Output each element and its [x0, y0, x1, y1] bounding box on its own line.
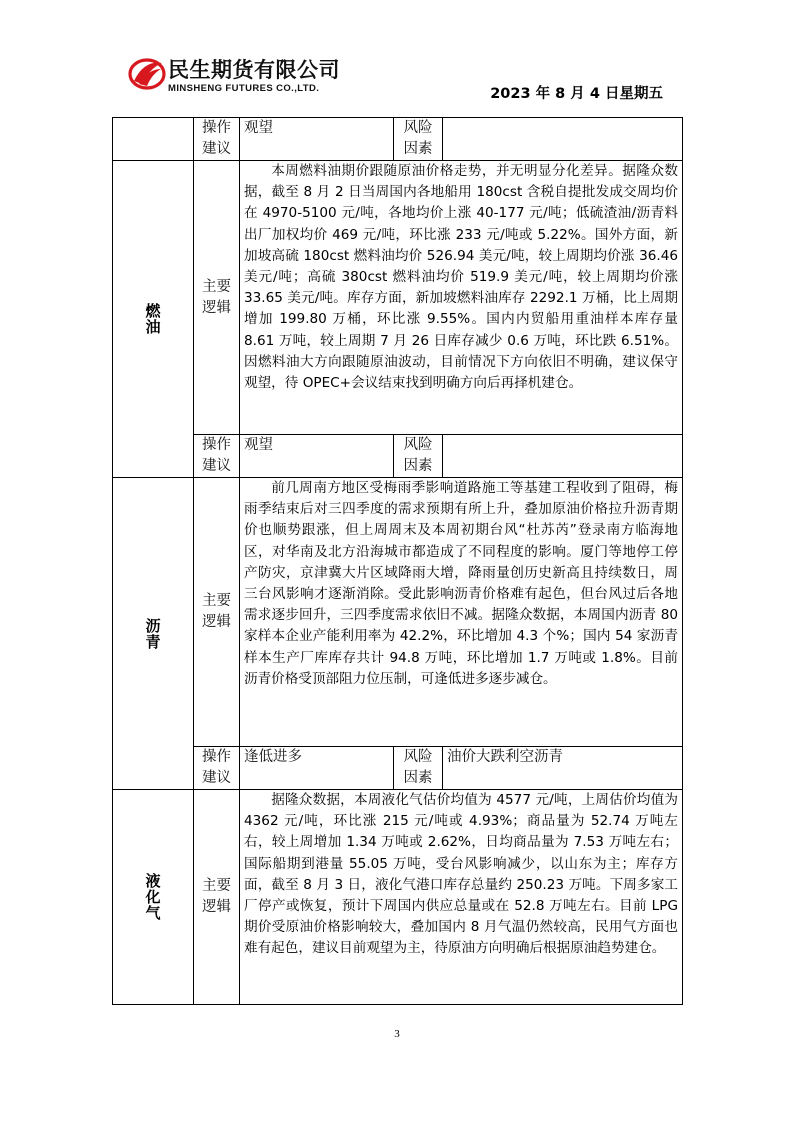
fuel-oil-risk-value	[443, 435, 683, 478]
operation-label: 操作建议	[194, 435, 240, 478]
lpg-logic: 据隆众数据，本周液化气估价均值为 4577 元/吨，上周估价均值为 4362 元/吨，环比涨 215 元/吨或 4.93%；商品量为 52.74 万吨左右，较上周增加 1.34 万吨或 2.62%，日均商品量为 7.53 万吨左右；国际船期到港量 55.05 万吨，受台风影响减少，以山东为主；库存方面，截至 8 月 3 日，液化气港口库存总量约 250.23 万吨。下周多家工厂停产或恢复，预计下周国内供应总量或在 52.8 万吨左右。目前 LPG 期价受原油价格影响较大，叠加国内 8 月气温仍然较高，民用气方面也难有起色，建议目前观望为主，待原油方向明确后根据原油趋势建仓。	[240, 790, 683, 1005]
category-cell-empty	[113, 118, 194, 161]
fuel-oil-logic: 本周燃料油期价跟随原油价格走势，并无明显分化差异。据隆众数据，截至 8 月 2 日当周国内各地船用 180cst 含税自提批发成交周均价在 4970-5100 元/吨，各地均价上涨 40-177 元/吨；低硫渣油/沥青料出厂加权均价 469 元/吨，环比涨 233 元/吨或 5.22%。国外方面，新加坡高硫 180cst 燃料油均价 526.94 美元/吨，较上周期均价涨 36.46 美元/吨；高硫 380cst 燃料油均价 519.9 美元/吨，较上周期均价涨 33.65 美元/吨。库存方面，新加坡燃料油库存 2292.1 万桶，比上周期增加 199.80 万桶，环比涨 9.55%。国内内贸船用重油样本库存量 8.61 万吨，较上周期 7 月 26 日库存减少 0.6 万吨，环比跌 6.51%。因燃料油大方向跟随原油波动，目前情况下方向依旧不明确，建议保守观望，待 OPEC+会议结束找到明确方向后再择机建仓。	[240, 161, 683, 435]
table-row	[113, 118, 683, 161]
table-row	[113, 478, 683, 747]
category-lpg: 液化气	[113, 790, 194, 1005]
logic-label: 主要逻辑	[194, 478, 240, 747]
asphalt-operation-value: 逢低进多	[240, 747, 394, 790]
operation-label: 操作建议	[194, 118, 240, 161]
risk-label: 风险因素	[394, 435, 443, 478]
company-name-en: MINSHENG FUTURES CO.,LTD.	[168, 83, 320, 94]
category-asphalt: 沥青	[113, 478, 194, 790]
table-row	[113, 161, 683, 435]
table-row	[113, 435, 683, 478]
page-number: 3	[394, 1028, 400, 1040]
risk-label: 风险因素	[394, 118, 443, 161]
minsheng-logo-icon	[128, 54, 166, 92]
company-logo	[128, 52, 368, 100]
asphalt-risk-value: 油价大跌利空沥青	[443, 747, 683, 790]
asphalt-logic: 前几周南方地区受梅雨季影响道路施工等基建工程收到了阻碍，梅雨季结束后对三四季度的需求预期有所上升，叠加原油价格拉升沥青期价也顺势跟涨，但上周周末及本周初期台风“杜苏芮”登录南方临海地区，对华南及北方沿海城市都造成了不同程度的影响。厦门等地停工停产防灾，京津冀大片区域降雨大增，降雨量创历史新高且持续数日，周三台风影响才逐渐消除。受此影响沥青价格难有起色，但台风过后各地需求逐步回升，三四季度需求依旧不减。据隆众数据，本周国内沥青 80 家样本企业产能利用率为 42.2%，环比增加 4.3 个%；国内 54 家沥青样本生产厂库库存共计 94.8 万吨，环比增加 1.7 万吨或 1.8%。目前沥青价格受顶部阻力位压制，可逢低进多逐步减仓。	[240, 478, 683, 747]
company-name-cn: 民生期货有限公司	[168, 58, 340, 82]
table-row	[113, 790, 683, 1005]
fuel-oil-operation-value: 观望	[240, 435, 394, 478]
logic-label: 主要逻辑	[194, 790, 240, 1005]
category-fuel-oil: 燃油	[113, 161, 194, 478]
strategy-table	[112, 117, 683, 1005]
table-row	[113, 747, 683, 790]
logic-label: 主要逻辑	[194, 161, 240, 435]
operation-value: 观望	[240, 118, 394, 161]
risk-label: 风险因素	[394, 747, 443, 790]
operation-label: 操作建议	[194, 747, 240, 790]
report-date: 2023 年 8 月 4 日星期五	[490, 86, 663, 102]
risk-value	[443, 118, 683, 161]
